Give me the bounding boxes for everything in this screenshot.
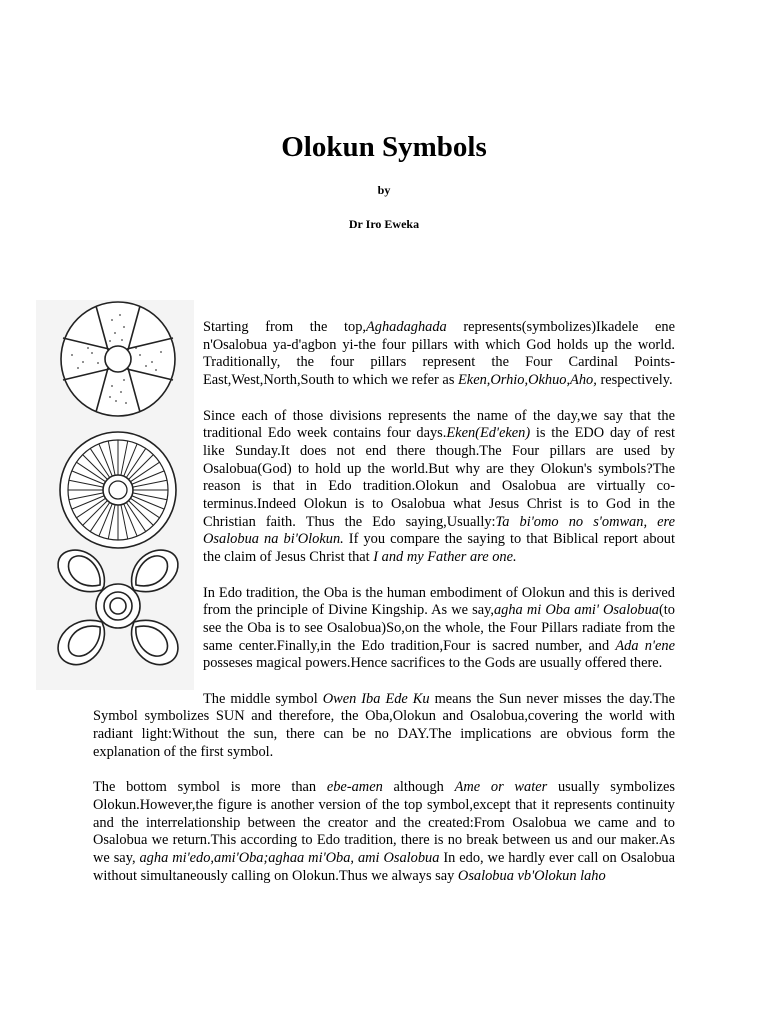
paragraph-text-run: Ame or water xyxy=(454,779,548,796)
paragraph-text-run: represents(symbolizes)Ikadele ene n'Osalobua ya-d'agbon yi-the four pillars with which God holds up the world. Traditionally, the four pillars represent the Four Cardinal Points-East,West,North,South to which we refer as xyxy=(203,319,675,389)
paragraph-text-run: agha mi'edo,ami'Oba;aghaa mi'Oba, ami Osalobua xyxy=(139,850,440,867)
paragraph-text-run: Eken(Ed'eken) xyxy=(446,425,531,442)
page-title: Olokun Symbols xyxy=(281,131,487,163)
paragraph-text-run: agha mi Oba ami' Osalobua xyxy=(493,602,659,619)
paragraph-text-run: respectively. xyxy=(596,372,673,389)
paragraph-text-run: Ta bi'omo no s'omwan, ere Osalobua na bi'Olokun. xyxy=(203,513,675,548)
paragraph-text-run: usually symbolizes Olokun.However,the figure is another version of the top symbol,except that it represents continuity and the interrelationship between the creator and the created:From Osalobua we came and to Osalobua we return.This according to Edo tradition, there is no break between us and our maker.As we say, xyxy=(93,779,675,867)
paragraph-text-run: The middle symbol xyxy=(203,690,323,707)
paragraph-text-run: means the Sun never misses the day.The Symbol symbolizes SUN and therefore, the Oba,Olokun and Osalobua,covering the world with radiant light:Without the sun, there can be no DAY.The implications are obvious form the explanation of the first symbol. xyxy=(93,690,676,760)
article-body xyxy=(93,319,675,903)
paragraph-text-run: Ada n'ene xyxy=(615,637,675,654)
paragraph-text-run: ebe-amen xyxy=(326,779,383,796)
paragraph-text-run: (to see the Oba is to see Osalobua)So,on the whole, the Four Pillars radiate from the same center.Finally,in the Edo tradition,Four is sacred number, and xyxy=(203,602,675,654)
paragraph-text-run: Osalobua vb'Olokun laho xyxy=(457,867,606,884)
author-name: Dr Iro Eweka xyxy=(348,217,420,231)
paragraph-text-run: I and my Father are one. xyxy=(373,549,517,566)
paragraph-text-run: Eken,Orhio,Okhuo,Aho, xyxy=(458,372,597,389)
paragraph-text-run: The bottom symbol is more than xyxy=(93,779,327,796)
paragraph-4 xyxy=(93,691,675,762)
paragraph-text-run: Since each of those divisions represents the name of the day,we say that the traditional Edo week contains four days. xyxy=(203,407,675,442)
paragraph-text-run: If you compare the saying to that Biblical report about the claim of Jesus Christ that xyxy=(203,531,675,566)
paragraph-text-run: posseses magical powers.Hence sacrifices to the Gods are usually offered there. xyxy=(203,655,663,672)
paragraph-text-run: In edo, we hardly ever call on Osalobua without simultaneously calling on Olokun.Thus we always say xyxy=(93,850,675,884)
paragraph-text-run: is the EDO day of rest like Sunday.It does not end there though.The Four pillars are used by Osalobua(God) to hold up the world.But why are they Olokun's symbols?The reason is that in Edo tradition.Olokun and Osalobua are virtually co-terminus.Indeed Olokun is to Osalobua what Jesus Christ is to God in the Christian faith. Thus the Edo saying,Usually: xyxy=(203,425,675,530)
paragraph-text-run: Aghadaghada xyxy=(366,319,447,335)
paragraph-text-run: Starting from the top, xyxy=(203,319,366,335)
paragraph-5 xyxy=(93,779,675,885)
byline: by xyxy=(377,183,391,197)
paragraph-text-run: Owen Iba Ede Ku xyxy=(322,690,430,707)
paragraph-text-run: In Edo tradition, the Oba is the human embodiment of Olokun and this is derived from the principle of Divine Kingship. As we say, xyxy=(203,584,675,619)
figure-wrap-space xyxy=(93,319,203,700)
paragraph-text-run: although xyxy=(382,779,455,796)
